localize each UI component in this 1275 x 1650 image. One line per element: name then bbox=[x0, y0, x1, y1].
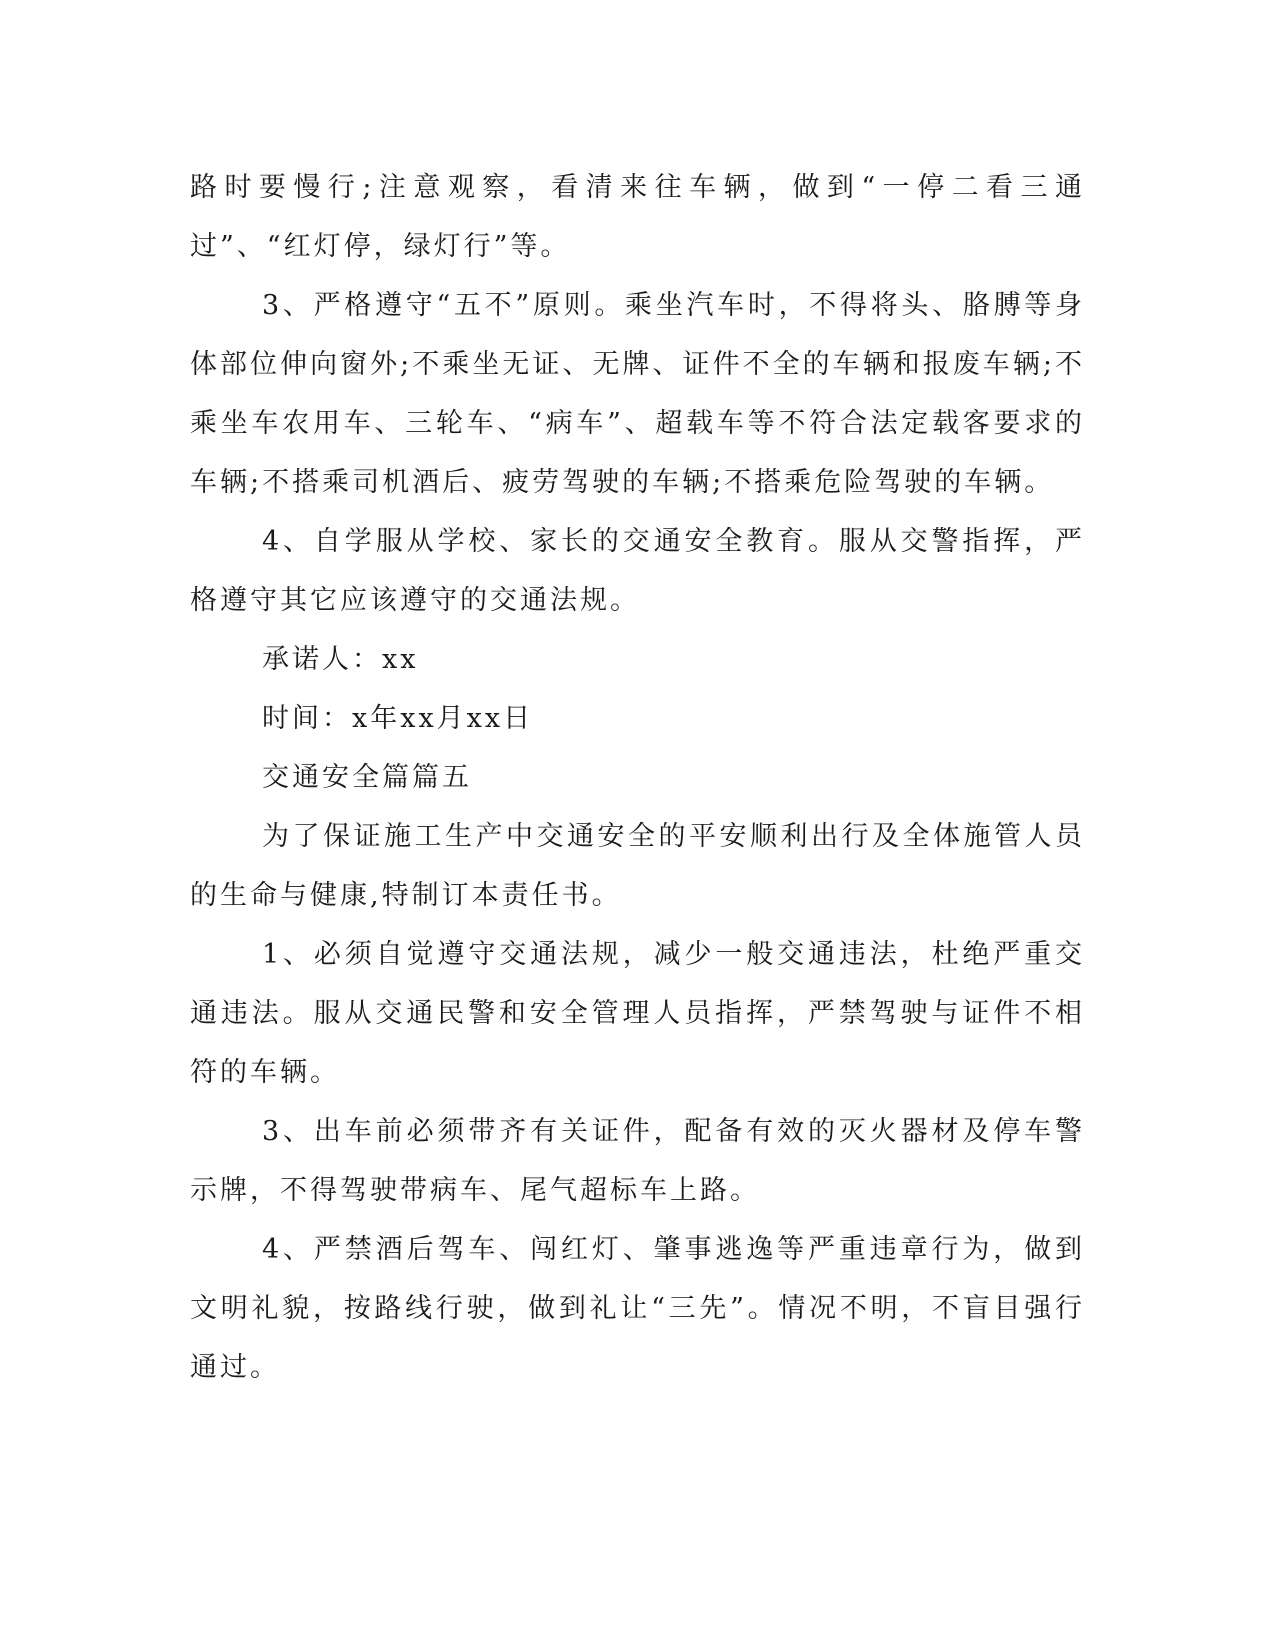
paragraph-rule-3-documents: 3、出车前必须带齐有关证件，配备有效的灭火器材及停车警示牌，不得驾驶带病车、尾气超标车上路。 bbox=[190, 1116, 1085, 1206]
paragraph-continuation: 路时要慢行;注意观察，看清来往车辆，做到“一停二看三通过”、“红灯停，绿灯行”等。 bbox=[190, 172, 1085, 262]
paragraph-rule-4-prohibitions: 4、严禁酒后驾车、闯红灯、肇事逃逸等严重违章行为，做到文明礼貌，按路线行驶，做到礼让“三先”。情况不明，不盲目强行通过。 bbox=[190, 1234, 1085, 1383]
promisor-line: 承诺人：xx bbox=[262, 644, 419, 675]
paragraph-rule-4-education: 4、自学服从学校、家长的交通安全教育。服从交警指挥，严格遵守其它应该遵守的交通法规。 bbox=[190, 526, 1085, 616]
paragraph-rule-3-five-nots: 3、严格遵守“五不”原则。乘坐汽车时，不得将头、胳膊等身体部位伸向窗外;不乘坐无证、无牌、证件不全的车辆和报废车辆;不乘坐车农用车、三轮车、“病车”、超载车等不符合法定载客要求的车辆;不搭乘司机酒后、疲劳驾驶的车辆;不搭乘危险驾驶的车辆。 bbox=[190, 290, 1085, 498]
paragraph-rule-1: 1、必须自觉遵守交通法规，减少一般交通违法，杜绝严重交通违法。服从交通民警和安全管理人员指挥，严禁驾驶与证件不相符的车辆。 bbox=[190, 939, 1085, 1088]
date-line: 时间：x年xx月xx日 bbox=[262, 703, 534, 734]
section-title: 交通安全篇篇五 bbox=[262, 762, 472, 793]
document-body bbox=[190, 158, 1085, 1397]
paragraph-intro: 为了保证施工生产中交通安全的平安顺利出行及全体施管人员的生命与健康,特制订本责任书。 bbox=[190, 821, 1085, 911]
